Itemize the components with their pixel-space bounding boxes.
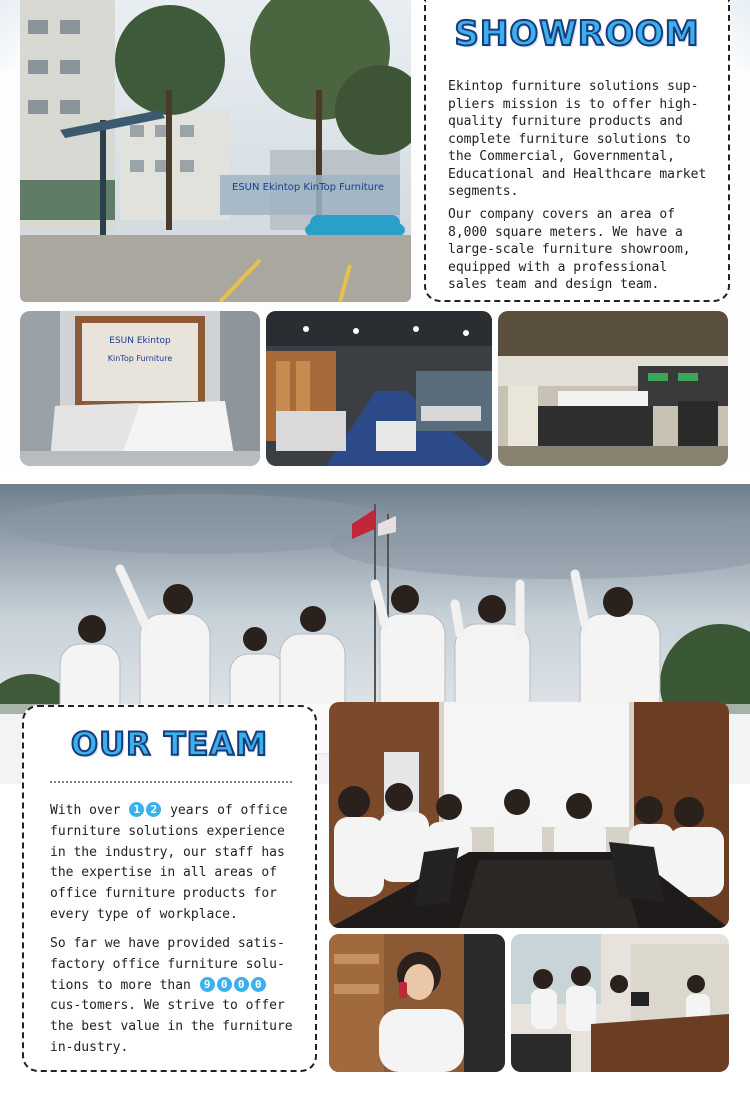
reception-desk-image: [20, 311, 260, 466]
years-rest-text: years of office furniture solutions experience in the industry, our staff has the expertise in all areas of office furniture products for every type of workplace.: [50, 803, 288, 922]
team-heading: OUR TEAM: [70, 725, 269, 763]
team-section: [0, 484, 750, 1096]
office-desks-image: [511, 934, 729, 1072]
staff-phone-call-photo: [329, 934, 505, 1072]
showroom-heading: SHOWROOM: [454, 14, 700, 54]
team-paragraph-2: [50, 934, 296, 1059]
open-office-image: [498, 311, 728, 466]
showroom-section: [0, 0, 750, 470]
heading-dotted-divider: [50, 781, 292, 783]
showroom-hall-photo: [266, 311, 492, 466]
building-sign-text: ESUN Ekintop KinTop Furniture: [232, 182, 385, 193]
team-paragraph-1: [50, 801, 296, 926]
showroom-hall-image: [266, 311, 492, 466]
staff-phone-call-image: [329, 934, 505, 1072]
years-digit-2: 2: [146, 802, 161, 817]
team-meeting-photo: [329, 702, 729, 928]
years-intro-text: With over: [50, 803, 121, 818]
building-exterior-image: [20, 0, 411, 302]
years-digit-1: 1: [129, 802, 144, 817]
customers-digit-2: 0: [217, 977, 232, 992]
building-exterior-photo: [20, 0, 411, 302]
customers-rest-text: cus-tomers. We strive to offer the best value in the furniture in-dustry.: [50, 998, 293, 1055]
team-info-card: [22, 705, 317, 1072]
reception-sign-line-2: KinTop Furniture: [107, 354, 173, 363]
customers-intro-text: So far we have provided satis-factory office furniture solu-tions to more than: [50, 936, 285, 993]
team-meeting-image: [329, 702, 729, 928]
showroom-info-card: [424, 0, 730, 302]
showroom-paragraph-2: Our company covers an area of 8,000 square meters. We have a large-scale furniture showroom, equipped with a professional sales team and design team.: [448, 207, 691, 292]
customers-digit-4: 0: [251, 977, 266, 992]
showroom-paragraph-1: Ekintop furniture solutions sup-pliers mission is to offer high-quality furniture products and complete furniture solutions to the Commercial, Governmental, Educational and Healthcare market segments.: [448, 79, 707, 199]
reception-sign-line-1: ESUN Ekintop: [109, 336, 171, 346]
open-office-photo: [498, 311, 728, 466]
office-desks-photo: [511, 934, 729, 1072]
customers-digit-3: 0: [234, 977, 249, 992]
reception-desk-photo: [20, 311, 260, 466]
customers-digit-1: 9: [200, 977, 215, 992]
